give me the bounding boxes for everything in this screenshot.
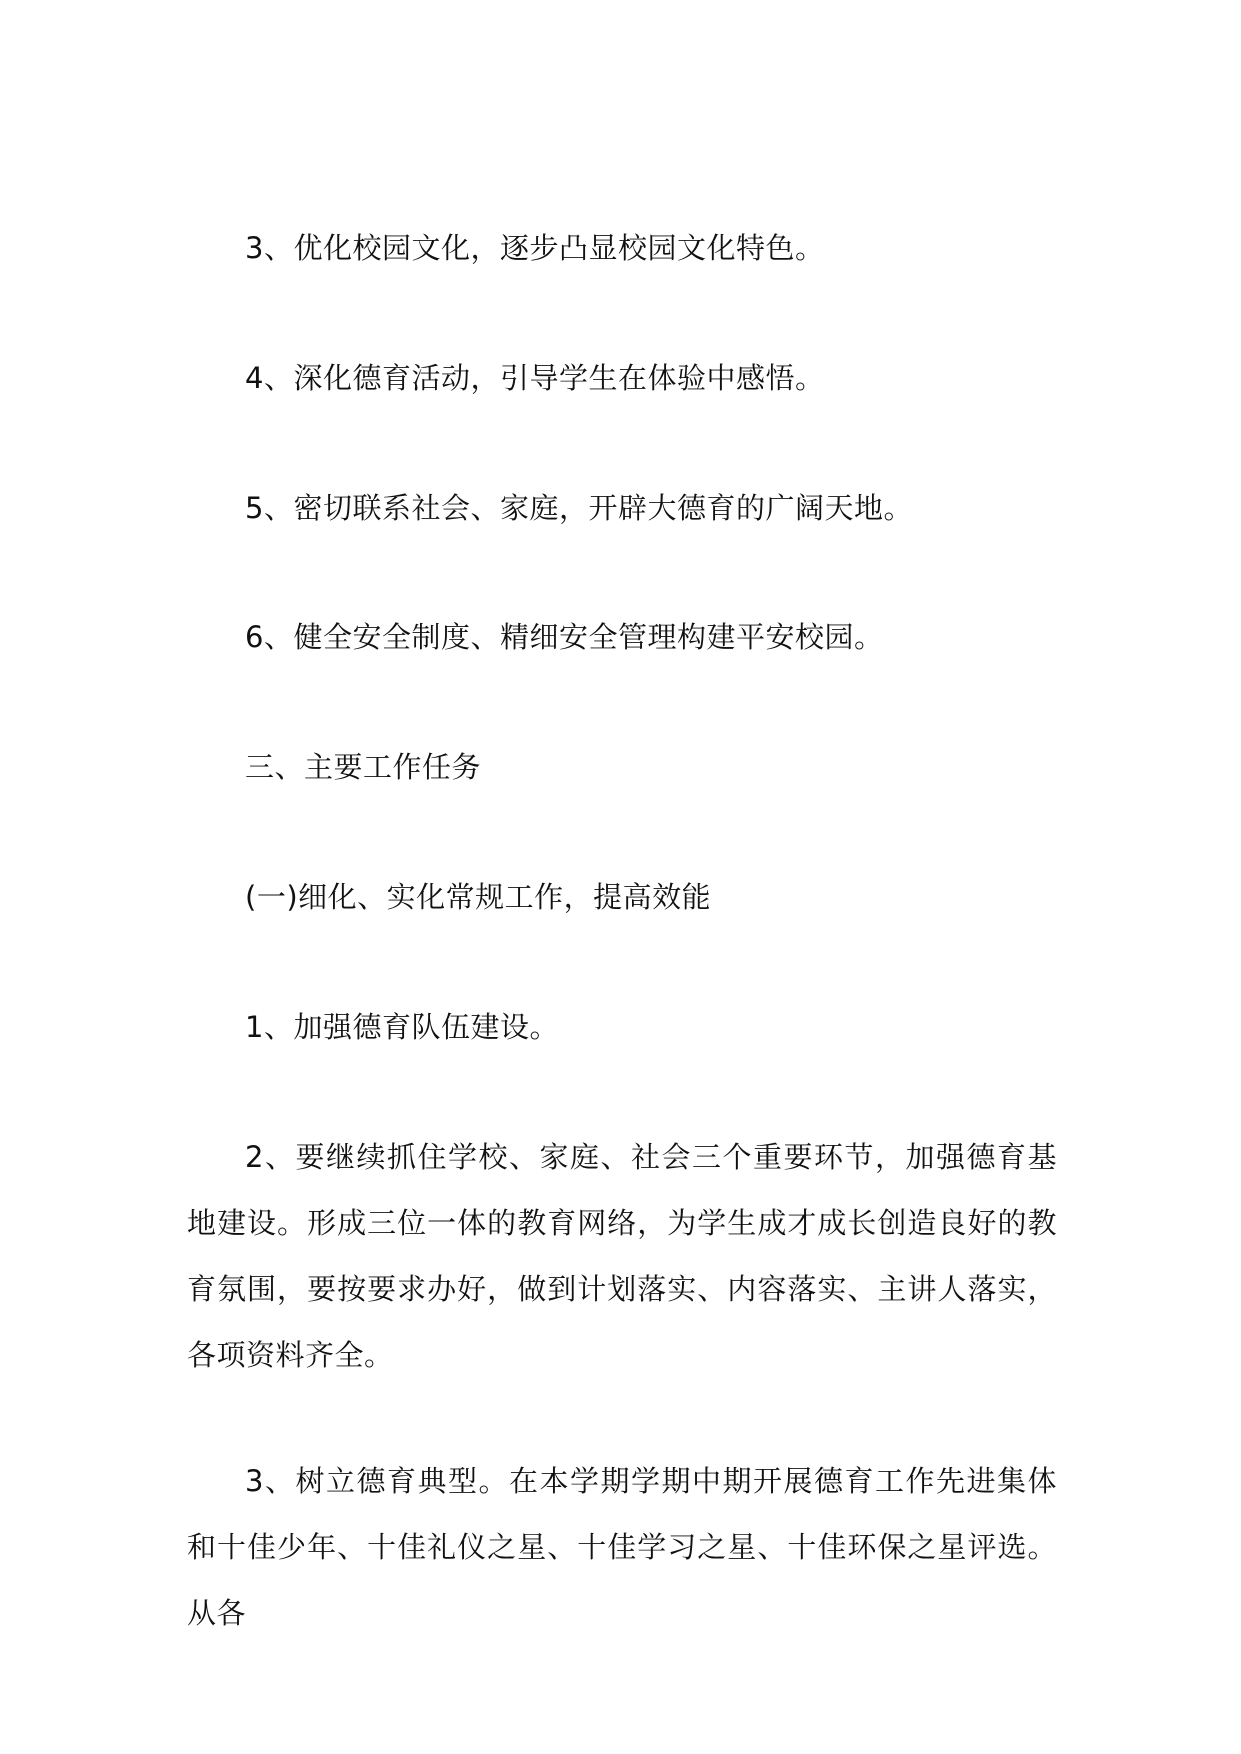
paragraph-goal-5: 5、密切联系社会、家庭，开辟大德育的广阔天地。 — [245, 491, 913, 525]
paragraph-goal-4: 4、深化德育活动，引导学生在体验中感悟。 — [245, 361, 825, 395]
section-heading-main-tasks: 三、主要工作任务 — [245, 750, 482, 784]
paragraph-task-1: 1、加强德育队伍建设。 — [245, 1010, 559, 1044]
paragraph-task-3: 3、树立德育典型。在本学期学期中期开展德育工作先进集体和十佳少年、十佳礼仪之星、十佳学习之星、十佳环保之星评选。从各 — [187, 1464, 1057, 1630]
paragraph-task-2: 2、要继续抓住学校、家庭、社会三个重要环节，加强德育基地建设。形成三位一体的教育网络，为学生成才成长创造良好的教育氛围，要按要求办好，做到计划落实、内容落实、主讲人落实，各项资料齐全。 — [187, 1140, 1057, 1372]
paragraph-goal-3: 3、优化校园文化，逐步凸显校园文化特色。 — [245, 231, 825, 265]
paragraph-goal-6: 6、健全安全制度、精细安全管理构建平安校园。 — [245, 620, 884, 654]
subsection-heading-routine-work: (一)细化、实化常规工作，提高效能 — [245, 880, 712, 914]
